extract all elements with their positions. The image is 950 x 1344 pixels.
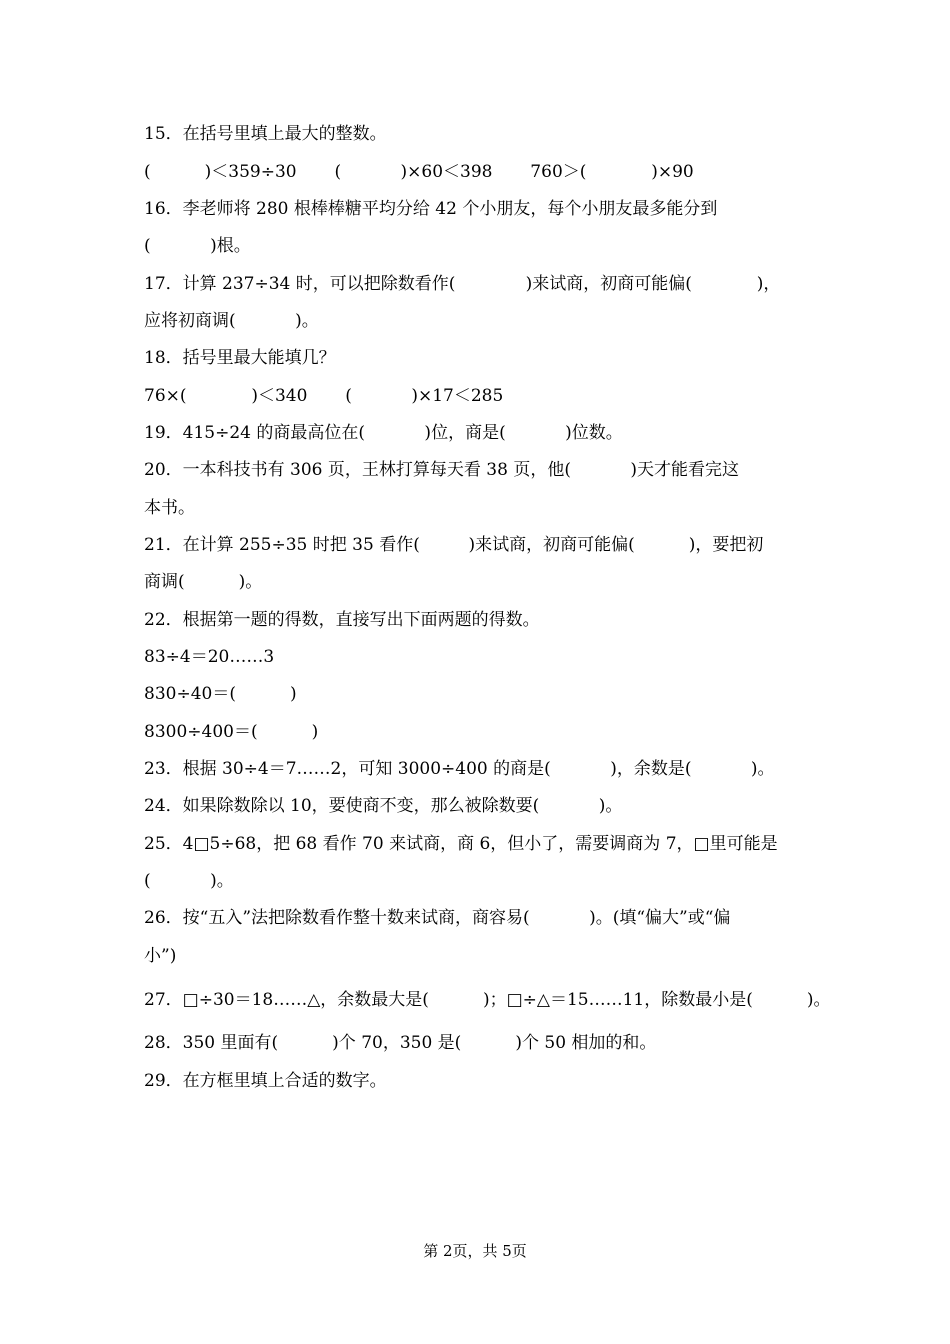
question-17-cont: 应将初商调( )。: [144, 311, 319, 331]
question-16-cont: ( )根。: [144, 236, 251, 256]
question-26-cont: 小”): [144, 946, 177, 966]
question-15-items: ( )＜359÷30 ( )×60＜398 760＞( )×90: [144, 162, 694, 182]
question-22: 22．根据第一题的得数，直接写出下面两题的得数。: [144, 610, 540, 630]
question-19: 19．415÷24 的商最高位在( )位，商是( )位数。: [144, 423, 623, 443]
question-20: 20．一本科技书有 306 页，王林打算每天看 38 页，他( )天才能看完这: [144, 460, 740, 480]
question-15: 15．在括号里填上最大的整数。: [144, 124, 387, 144]
question-22-given: 83÷4＝20……3: [144, 647, 275, 667]
question-22-item-2: 8300÷400＝( ): [144, 722, 319, 742]
question-26: 26．按“五入”法把除数看作整十数来试商，商容易( )。(填“偏大”或“偏: [144, 908, 731, 928]
question-21-cont: 商调( )。: [144, 572, 263, 592]
question-20-cont: 本书。: [144, 498, 195, 518]
question-17: 17．计算 237÷34 时，可以把除数看作( )来试商，初商可能偏( )，: [144, 274, 781, 294]
question-16: 16．李老师将 280 根棒棒糖平均分给 42 个小朋友，每个小朋友最多能分到: [144, 199, 718, 219]
question-23: 23．根据 30÷4＝7……2，可知 3000÷400 的商是( )，余数是( )。: [144, 759, 775, 779]
question-29: 29．在方框里填上合适的数字。: [144, 1071, 387, 1091]
question-28: 28．350 里面有( )个 70，350 是( )个 50 相加的和。: [144, 1033, 657, 1053]
question-18-items: 76×( )＜340 ( )×17＜285: [144, 386, 504, 406]
question-25-cont: ( )。: [144, 871, 234, 891]
page-footer: 第 2页，共 5页: [423, 1242, 527, 1260]
question-27: 27．□÷30＝18……△，余数最大是( )；□÷△＝15……11，除数最小是( )。: [144, 990, 831, 1010]
question-18: 18．括号里最大能填几？: [144, 348, 336, 368]
question-21: 21．在计算 255÷35 时把 35 看作( )来试商，初商可能偏( )，要把初: [144, 535, 764, 555]
question-25: 25．4□5÷68，把 68 看作 70 来试商，商 6，但小了，需要调商为 7，□里可能是: [144, 834, 778, 854]
question-24: 24．如果除数除以 10，要使商不变，那么被除数要( )。: [144, 796, 623, 816]
question-22-item-1: 830÷40＝( ): [144, 684, 297, 704]
